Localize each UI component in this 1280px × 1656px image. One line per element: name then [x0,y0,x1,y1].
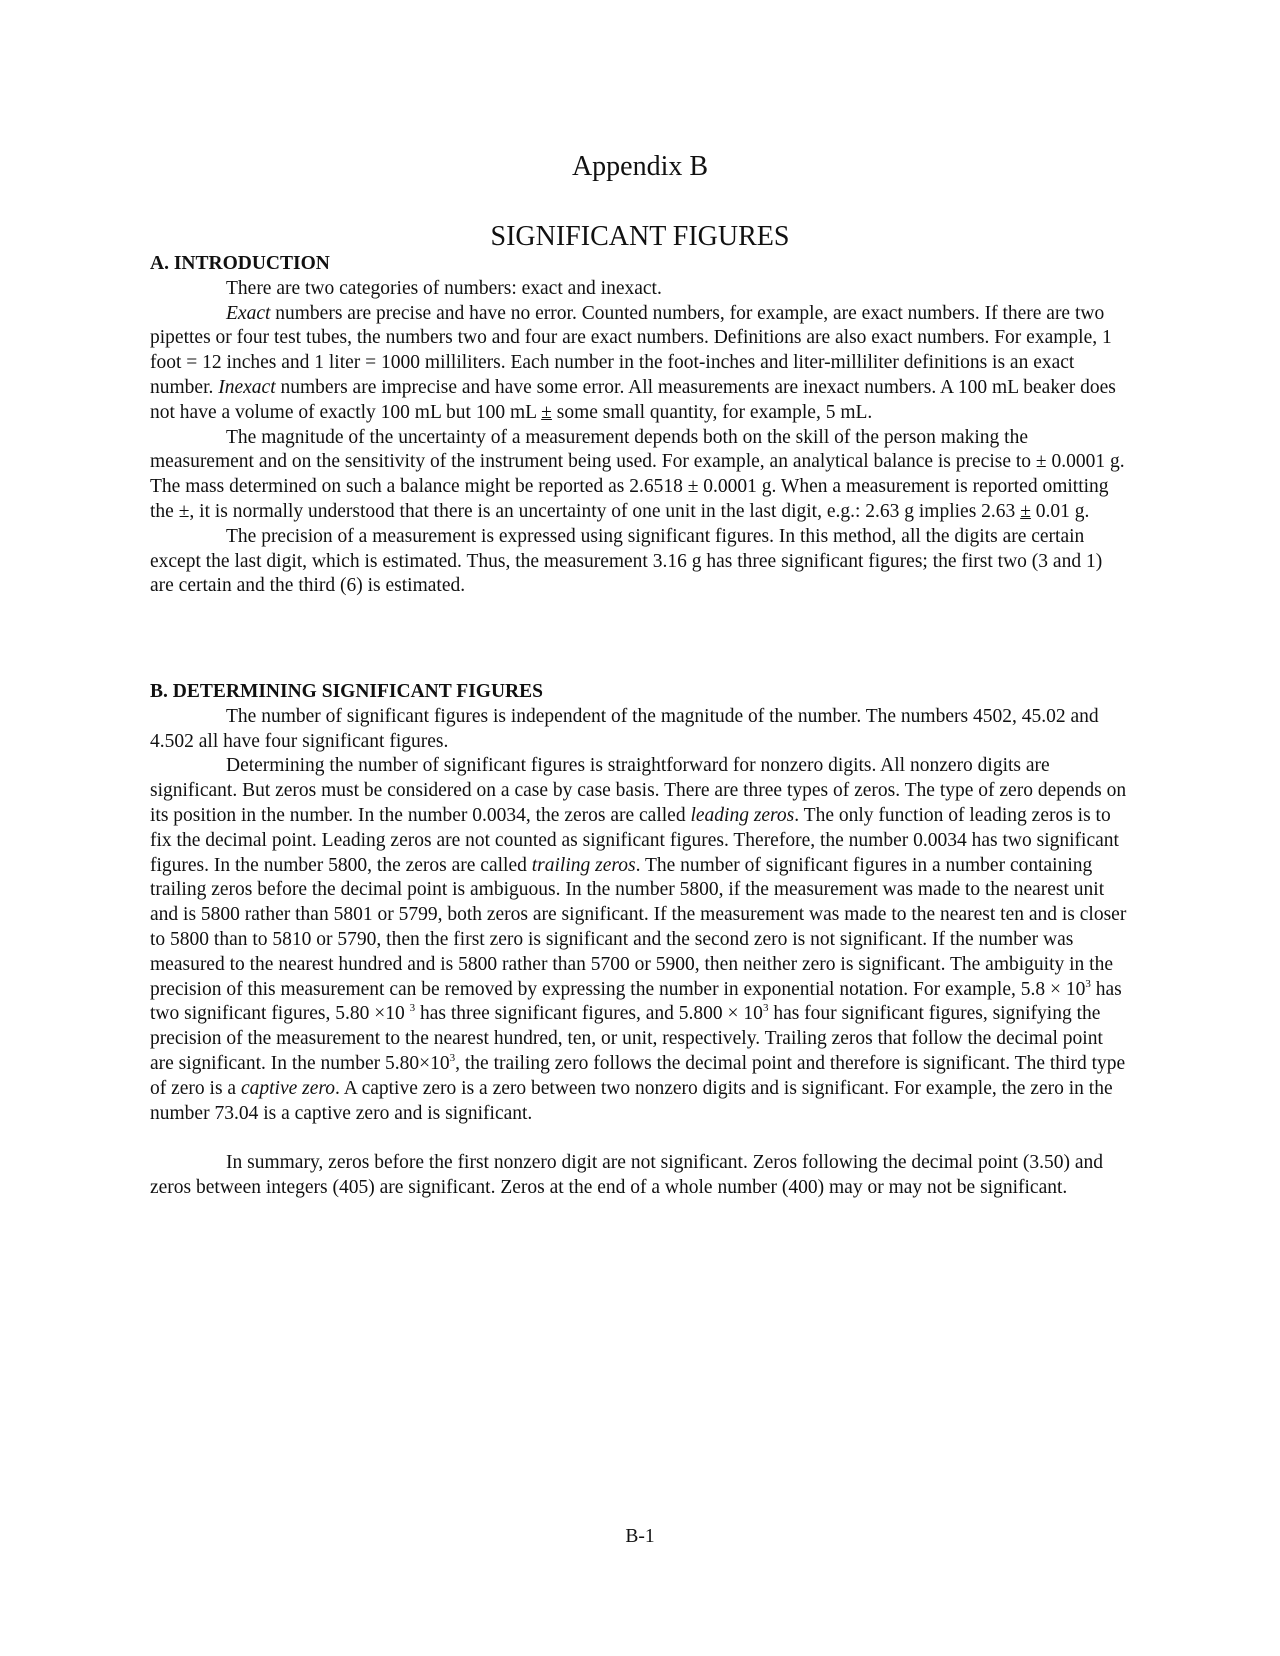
appendix-title: Appendix B [571,151,709,182]
paragraph-gap [150,1126,1130,1151]
plus-minus-symbol: ± [541,401,552,423]
section-a-heading: A. INTRODUCTION [150,253,330,274]
intro-paragraph-4: The precision of a measurement is expressed using significant figures. In this method, all the digits are certain except the last digit, which is estimated. Thus, the measurement 3.16 g has three significant figures; the first two (3 and 1) are certain and the third (6) is estimated. [150,525,1103,597]
summary-paragraph: In summary, zeros before the first nonzero digit are not significant. Zeros following the decimal point (3.50) and zeros between integers (405) are significant. Zeros at the end of a whole number (400) may or may not be significant. [150,1152,1104,1198]
intro-paragraph-1: There are two categories of numbers: exact and inexact. [226,277,662,299]
intro-paragraph-2: Exact numbers are precise and have no error. Counted numbers, for example, are exact numbers. If there are two pipettes or four test tubes, the numbers two and four are exact numbers. Definitions are also exact numbers. For example, 1 foot = 12 inches and 1 liter = 1000 milliliters. Each number in the foot-inches and liter-milliliter definitions is an exact number. Inexact numbers are imprecise and have some error. All measurements are inexact numbers. A 100 mL beaker does not have a volume of exactly 100 mL but 100 mL ± some small quantity, for example, 5 mL. [150,302,1116,423]
exponent: 3 [409,1002,416,1015]
term-leading-zeros: leading zeros [690,804,795,826]
determining-paragraph-2: Determining the number of significant figures is straightforward for nonzero digits. All nonzero digits are significant. But zeros must be considered on a case by case basis. There are three types of zeros. The type of zero depends on its position in the number. In the number 0.0034, the zeros are called leading zeros. The only function of leading zeros is to fix the decimal point. Leading zeros are not counted as significant figures. Therefore, the number 0.0034 has two significant figures. In the number 5800, the zeros are called trailing zeros. The number of significant figures in a number containing trailing zeros before the decimal point is ambiguous. In the number 5800, if the measurement was made to the nearest unit and is 5800 rather than 5801 or 5799, both zeros are significant. If the measurement was made to the nearest ten and is closer to 5800 than to 5810 or 5790, then the first zero is significant and the second zero is not significant. If the number was measured to the nearest hundred and is 5800 rather than 5700 or 5900, then neither zero is significant. The ambiguity in the precision of this measurement can be removed by expressing the number in exponential notation. For example, $5.8 \times 10^3$ has two significant figures, 5.80 ×10 $^3$ has three significant figures, and $5.800 \times 10^3$ has four significant figures, signifying the precision of the measurement to the nearest hundred, ten, or unit, respectively. Trailing zeros that follow the decimal point are significant. In the number $5.80\times 10^3$, the trailing zero follows the decimal point and therefore is significant. The third type of zero is a captive zero. A captive zero is a zero between two nonzero digits and is significant. For example, the zero in the number 73.04 is a captive zero and is significant. [150,755,1127,1124]
determining-paragraph-1: The number of significant figures is independent of the magnitude of the number. The numbers 4502, 45.02 and 4.502 all have four significant figures. [150,705,1099,752]
term-captive-zero: captive zero [240,1077,336,1099]
term-trailing-zeros: trailing zeros [531,854,636,876]
plus-minus-symbol: ± [1020,500,1031,522]
page-number: B-1 [625,1526,655,1547]
exponent: 3 [762,1002,769,1015]
exponent: 3 [449,1051,456,1064]
document-title: SIGNIFICANT FIGURES [490,221,790,252]
term-inexact: Inexact [218,376,276,398]
term-exact: Exact [226,302,271,324]
section-determining-significant-figures [150,680,1130,1201]
section-b-heading: B. DETERMINING SIGNIFICANT FIGURES [150,681,543,702]
section-introduction [150,252,1130,599]
exponent: 3 [1085,977,1091,990]
intro-paragraph-3: The magnitude of the uncertainty of a measurement depends both on the skill of the person making the measurement and on the sensitivity of the instrument being used. For example, an analytical balance is precise to ± 0.0001 g. The mass determined on such a balance might be reported as 2.6518 ± 0.0001 g. When a measurement is reported omitting the ±, it is normally understood that there is an uncertainty of one unit in the last digit, e.g.: 2.63 g implies 2.63 ± 0.01 g. [150,426,1125,522]
